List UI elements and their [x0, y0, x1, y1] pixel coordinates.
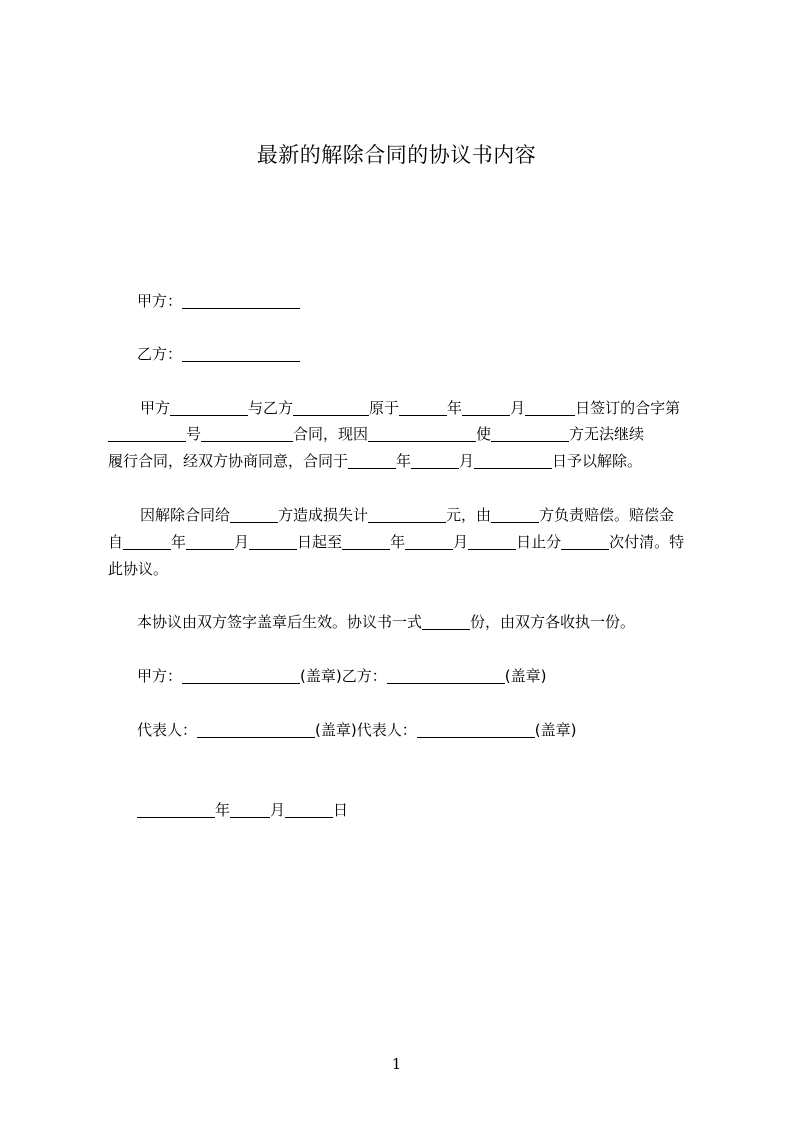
para1-text: 日予以解除。 [552, 452, 643, 470]
blank[interactable] [417, 721, 535, 738]
blank[interactable] [186, 533, 234, 550]
blank[interactable] [182, 667, 300, 684]
para2-text: 月 [453, 533, 469, 551]
blank[interactable] [387, 667, 505, 684]
para2-text: 年 [171, 533, 187, 551]
blank[interactable] [468, 533, 516, 550]
blank[interactable] [368, 506, 446, 523]
para1-text: 日签订的合字第 [575, 399, 681, 417]
para2-text: 元，由 [446, 506, 492, 524]
para1-text: 年 [396, 452, 412, 470]
blank[interactable] [249, 533, 297, 550]
blank[interactable] [411, 452, 459, 469]
blank[interactable] [405, 533, 453, 550]
blank[interactable] [342, 533, 390, 550]
para2-text: 方负责赔偿。赔偿金 [539, 506, 675, 524]
para1-text: 月 [459, 452, 475, 470]
para2-text: 日起至 [297, 533, 343, 551]
signature-label: 甲方： [137, 667, 183, 685]
para2-text: 次付清。特 [609, 533, 685, 551]
blank[interactable] [491, 425, 569, 442]
signature-label: (盖章)乙方： [300, 667, 387, 685]
para1-line1 [140, 396, 680, 420]
para2-line1 [140, 503, 674, 527]
party-b-label: 乙方： [137, 345, 183, 363]
date-label: 月 [270, 801, 286, 819]
para1-text: 号 [186, 425, 202, 443]
para1-text: 月 [510, 399, 526, 417]
party-a-blank[interactable] [182, 292, 300, 309]
blank[interactable] [123, 533, 171, 550]
blank[interactable] [491, 506, 539, 523]
para1-line2 [108, 422, 644, 446]
para2-line3 [108, 557, 168, 581]
para1-text: 方无法继续 [569, 425, 645, 443]
party-a-label: 甲方： [137, 292, 183, 310]
party-a-line [137, 289, 300, 313]
signature-label: (盖章)代表人： [315, 721, 417, 739]
para2-text: 因解除合同给 [140, 506, 231, 524]
signature-label: (盖章) [504, 667, 547, 685]
party-b-line [137, 342, 300, 366]
para2-text: 年 [390, 533, 406, 551]
para1-text: 年 [447, 399, 463, 417]
blank[interactable] [293, 399, 369, 416]
blank[interactable] [462, 399, 510, 416]
blank[interactable] [108, 425, 186, 442]
page-number: 1 [391, 1055, 402, 1073]
blank[interactable] [197, 721, 315, 738]
blank[interactable] [525, 399, 575, 416]
para3-text: 本协议由双方签字盖章后生效。协议书一式 [137, 613, 423, 631]
para1-text: 原于 [369, 399, 400, 417]
blank[interactable] [368, 425, 476, 442]
para2-text: 日止分 [516, 533, 562, 551]
blank[interactable] [170, 399, 248, 416]
para2-text: 方造成损失计 [278, 506, 369, 524]
para3-text: 份，由双方各收执一份。 [470, 613, 636, 631]
blank[interactable] [474, 452, 552, 469]
day-blank[interactable] [285, 801, 333, 818]
date-label: 年 [215, 801, 231, 819]
signature-label: (盖章) [534, 721, 577, 739]
signature-line-1 [137, 664, 546, 688]
para1-text: 甲方 [140, 399, 171, 417]
blank[interactable] [201, 425, 293, 442]
para3-line [137, 610, 635, 634]
para2-text: 月 [234, 533, 250, 551]
para2-text: 自 [108, 533, 124, 551]
party-b-blank[interactable] [182, 345, 300, 362]
signature-line-2 [137, 718, 576, 742]
blank[interactable] [348, 452, 396, 469]
month-blank[interactable] [230, 801, 270, 818]
blank[interactable] [230, 506, 278, 523]
date-line [137, 798, 348, 822]
para1-text: 合同，现因 [293, 425, 369, 443]
para1-line3 [108, 449, 642, 473]
blank[interactable] [561, 533, 609, 550]
document-title: 最新的解除合同的协议书内容 [256, 143, 537, 167]
year-blank[interactable] [137, 801, 215, 818]
date-label: 日 [333, 801, 349, 819]
para1-text: 履行合同，经双方协商同意，合同于 [108, 452, 349, 470]
blank[interactable] [399, 399, 447, 416]
signature-label: 代表人： [137, 721, 198, 739]
para2-text: 此协议。 [108, 560, 169, 578]
para1-text: 与乙方 [248, 399, 294, 417]
copies-blank[interactable] [422, 613, 470, 630]
para2-line2 [108, 530, 684, 554]
para1-text: 使 [476, 425, 492, 443]
